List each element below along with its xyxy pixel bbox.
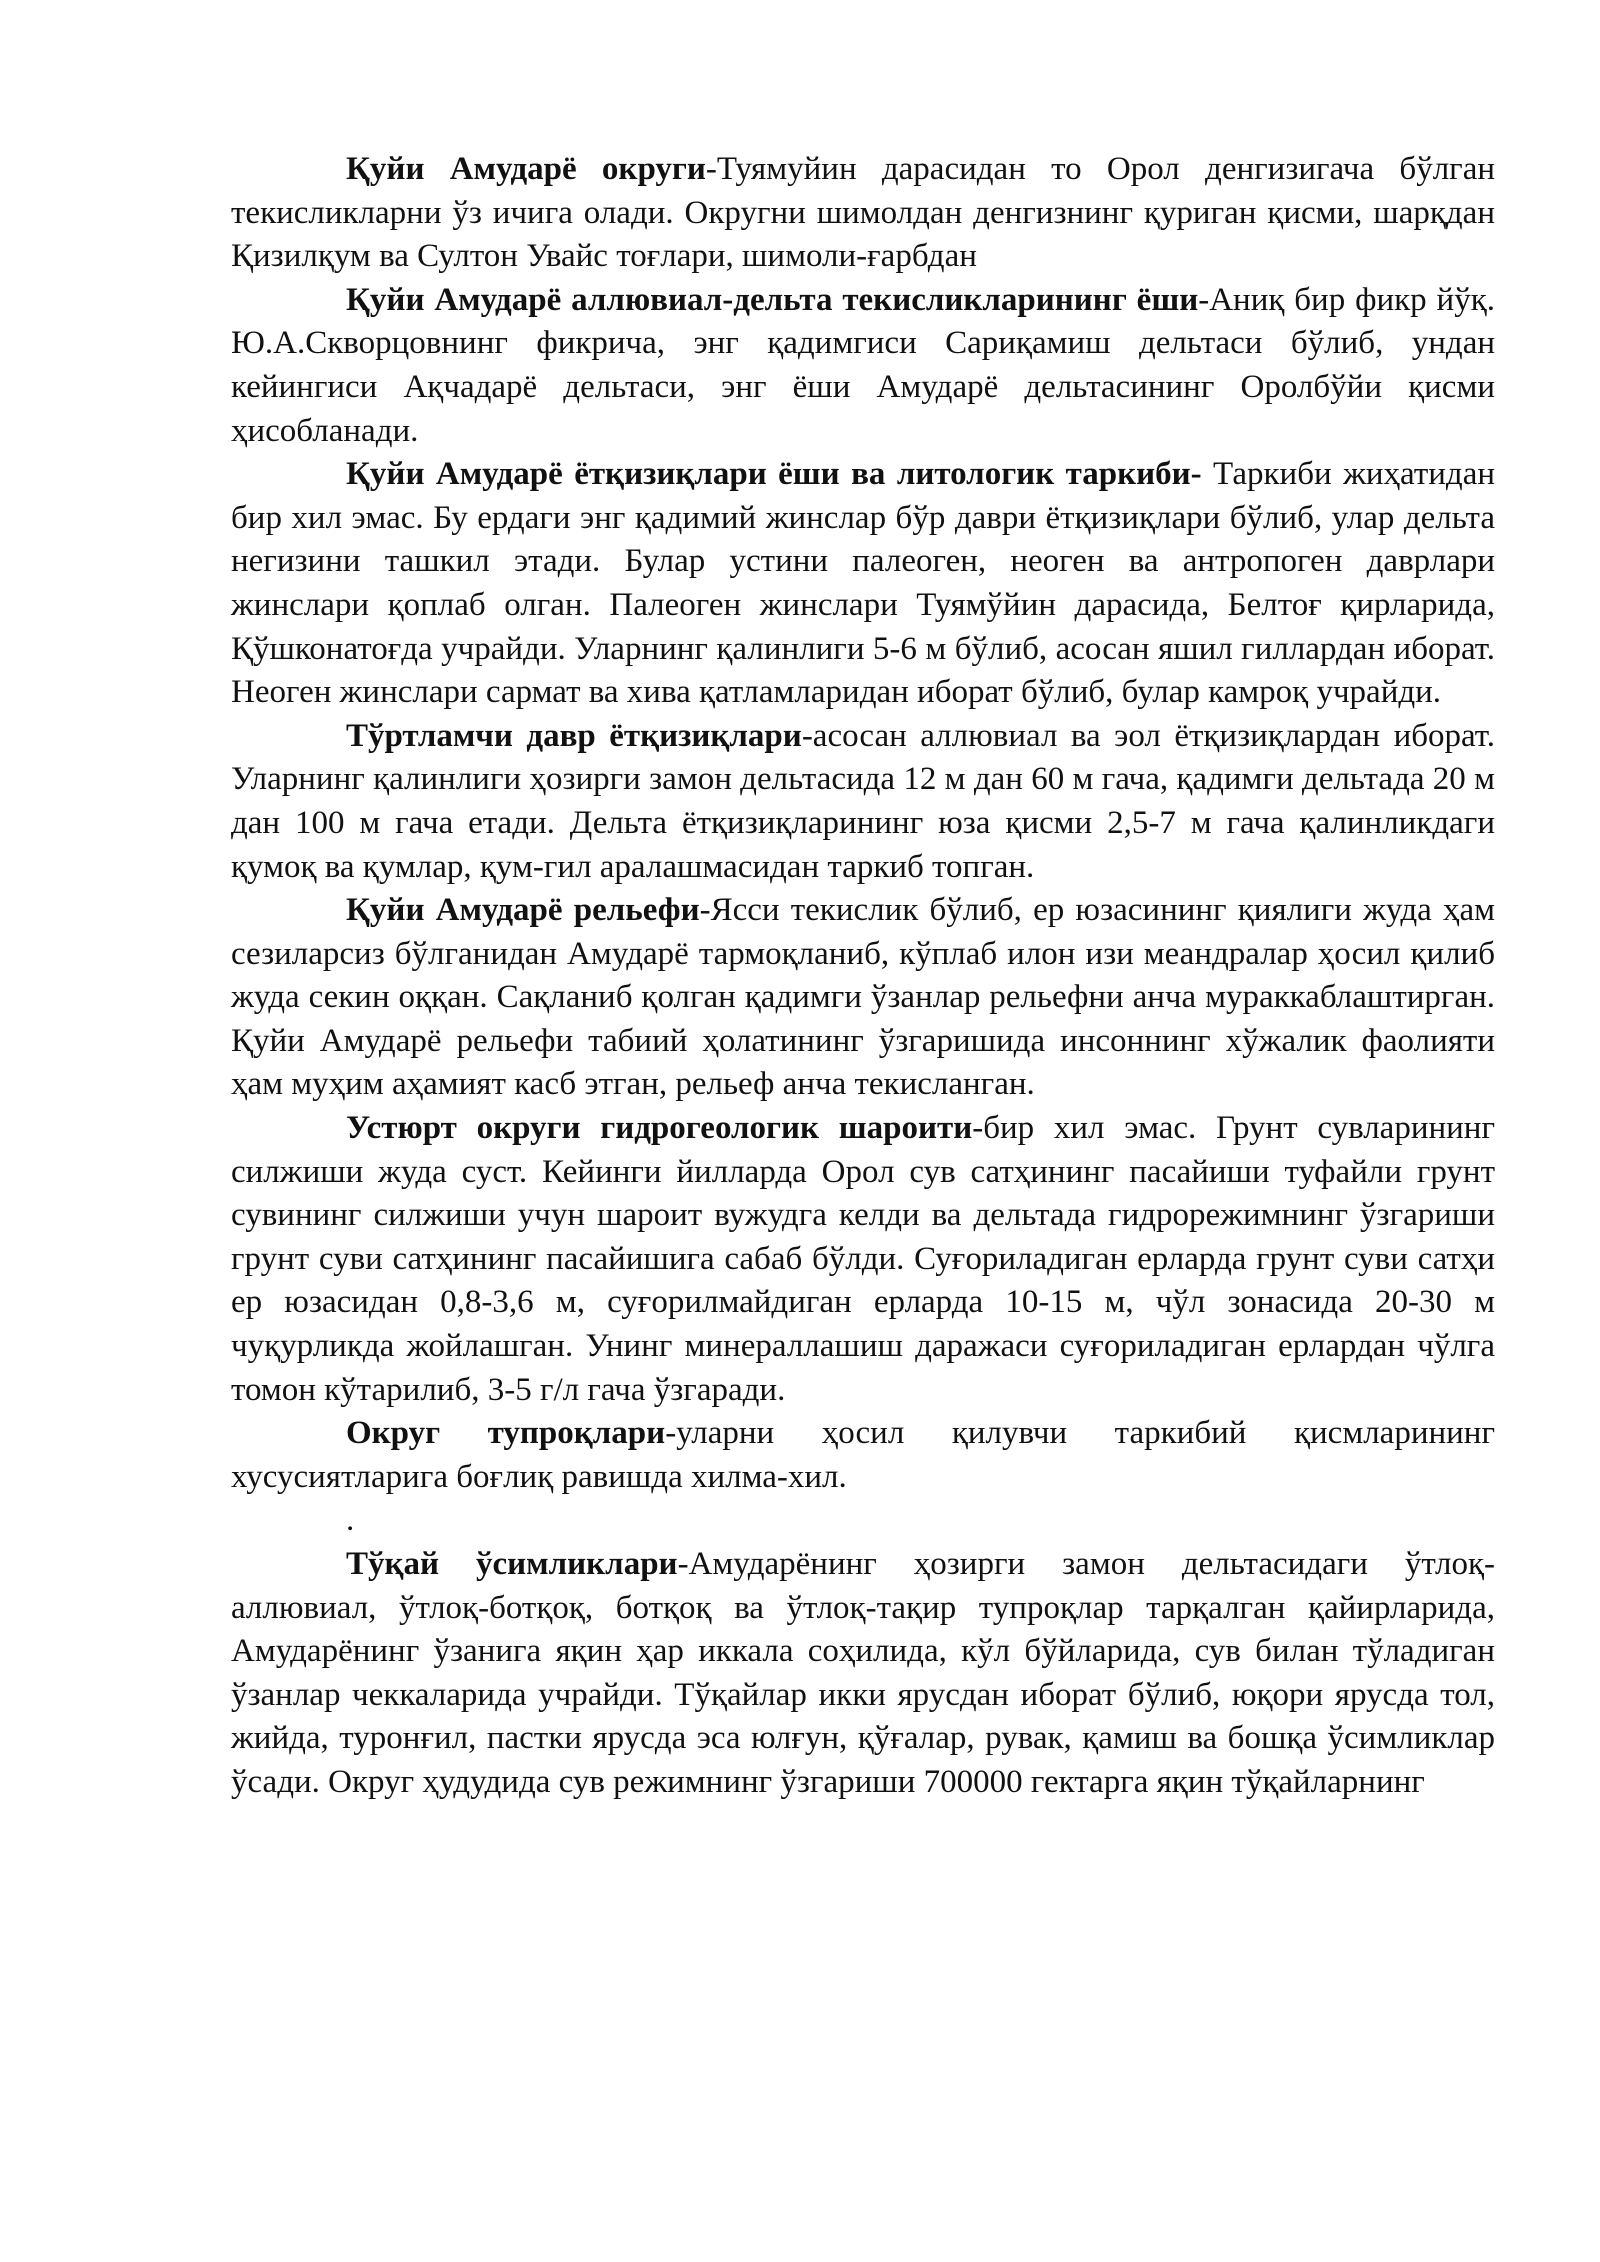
paragraph-heading: Қуйи Амударё округи: [346, 151, 706, 187]
paragraph-deposits-lithology: [231, 453, 1495, 715]
paragraph-quaternary-deposits: [231, 715, 1495, 889]
paragraph-text: -Амударёнинг ҳозирги замон дельтасидаги ўтлоқ-аллювиал, ўтлоқ-ботқоқ, ботқоқ ва ўтлоқ-тақир тупроқлар тарқалган қайирларида, Амударёнинг ўзанига яқин ҳар иккала соҳилида, кўл бўйларида, сув билан тўладиган ўзанлар чеккаларида учрайди. Тўқайлар икки ярусдан иборат бўлиб, юқори ярусда тол, жийда, туронғил, пастки ярусда эса юлғун, қўғалар, рувак, қамиш ва бошқа ўсимликлар ўсади. Округ ҳудудида сув режимнинг ўзгариши 700000 гектарга яқин тўқайларнинг: [231, 1546, 1495, 1800]
paragraph-heading: Тўртламчи давр ётқизиқлари: [346, 717, 802, 754]
paragraph-relief: [231, 889, 1495, 1107]
paragraph-heading: Округ тупроқлари: [346, 1415, 666, 1452]
paragraph-lower-amudarya-district: [231, 148, 1495, 279]
paragraph-text: -Туямуйин дарасидан то Орол денгизигача бўлган текисликларни ўз ичига олади. Округни шимолдан денгизнинг қуриган қисми, шарқдан Қизилқум ва Султон Увайс тоғлари, шимоли-ғарбдан: [231, 151, 1496, 275]
paragraph-text: -бир хил эмас. Грунт сувларининг силжиши жуда суст. Кейинги йилларда Орол сув сатҳининг пасайиши туфайли грунт сувининг силжиши учун шароит вужудга келди ва дельтада гидрорежимнинг ўзгариши грунт суви сатҳининг пасайишига сабаб бўлди. Суғориладиган ерларда грунт суви сатҳи ер юзасидан 0,8-3,6 м, суғорилмайдиган ерларда 10-15 м, чўл зонасида 20-30 м чуқурликда жойлашган. Унинг минераллашиш даражаси суғориладиган ерлардан чўлга томон кўтарилиб, 3-5 г/л гача ўзгаради.: [231, 1110, 1496, 1408]
paragraph-heading: Устюрт округи гидрогеологик шароити: [346, 1110, 973, 1147]
document-page: [231, 148, 1495, 1805]
paragraph-text: -уларни ҳосил қилувчи таркибий қисмларининг хусусиятларига боғлиқ равишда хилма-хил.: [231, 1415, 1496, 1495]
paragraph-text: -асосан аллювиал ва эол ётқизиқлардан иборат. Уларнинг қалинлиги ҳозирги замон дельтасида 12 м дан 60 м гача, қадимги дельтада 20 м дан 100 м гача етади. Дельта ётқизиқларининг юза қисми 2,5-7 м гача қалинликдаги қумоқ ва қумлар, қум-гил аралашмасидан таркиб топган.: [231, 717, 1496, 885]
paragraph-heading: Қуйи Амударё рельефи: [346, 892, 700, 929]
paragraph-soils: [231, 1412, 1495, 1499]
paragraph-heading: Қуйи Амударё ётқизиқлари ёши ва литологик таркиби-: [346, 456, 1202, 493]
paragraph-tugai-vegetation: [231, 1543, 1495, 1805]
paragraph-delta-plains-age: [231, 279, 1495, 453]
paragraph-heading: Тўқай ўсимликлари: [346, 1546, 678, 1582]
paragraph-heading: Қуйи Амударё аллювиал-дельта текисликларининг ёши: [346, 281, 1199, 318]
separator-dot: .: [346, 1502, 355, 1539]
paragraph-text: -Ясси текислик бўлиб, ер юзасининг қиялиги жуда ҳам сезиларсиз бўлганидан Амударё тармоқланиб, кўплаб илон изи меандралар ҳосил қилиб жуда секин оққан. Сақланиб қолган қадимги ўзанлар рельефни анча мураккаблаштирган. Қуйи Амударё рельефи табиий ҳолатининг ўзгаришида инсоннинг хўжалик фаолияти ҳам муҳим аҳамият касб этган, рельеф анча текисланган.: [231, 892, 1495, 1103]
paragraph-hydrogeology: [231, 1107, 1495, 1412]
paragraph-text: Таркиби жиҳатидан бир хил эмас. Бу ердаги энг қадимий жинслар бўр даври ётқизиқлари бўлиб, улар дельта негизини ташкил этади. Булар устини палеоген, неоген ва антропоген даврлари жинслари қоплаб олган. Палеоген жинслари Туямўйин дарасида, Белтоғ қирларида, Қўшконатоғда учрайди. Уларнинг қалинлиги 5-6 м бўлиб, асосан яшил гиллардан иборат. Неоген жинслари сармат ва хива қатламларидан иборат бўлиб, булар камроқ учрайди.: [231, 456, 1495, 711]
paragraph-text: -Аниқ бир фикр йўқ. Ю.А.Скворцовнинг фикрича, энг қадимгиси Сариқамиш дельтаси бўлиб, ундан кейингиси Ақчадарё дельтаси, энг ёши Амударё дельтасининг Оролбўйи қисми ҳисобланади.: [231, 281, 1495, 449]
